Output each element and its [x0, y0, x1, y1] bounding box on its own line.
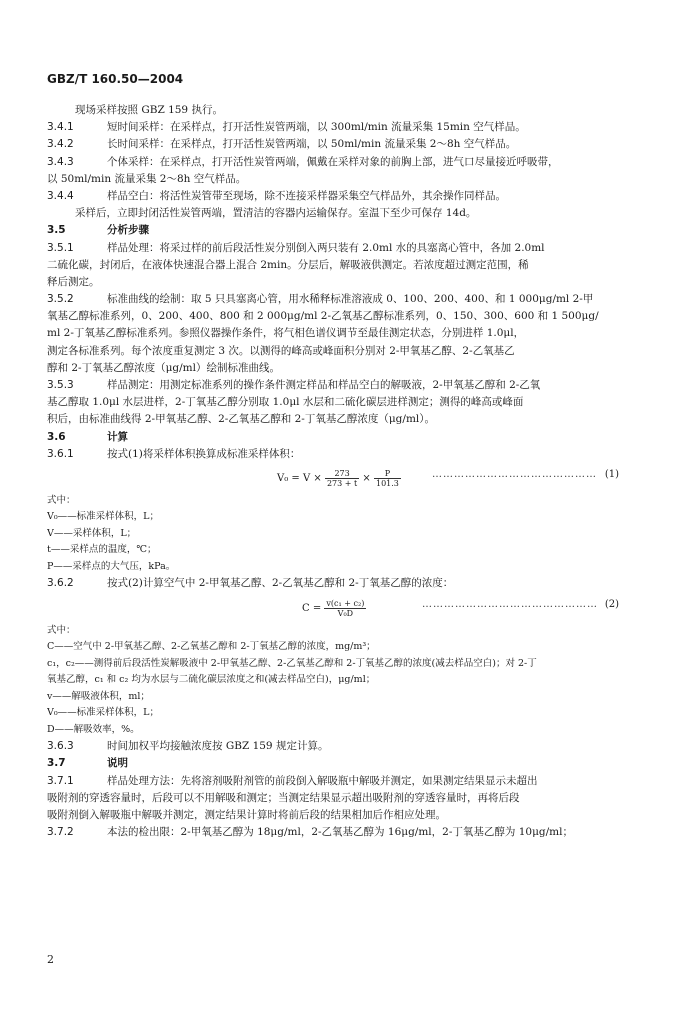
section-number: 3.4.1	[47, 121, 74, 134]
definition-item: c₁，c₂——测得前后段活性炭解吸液中 2-甲氧基乙醇、2-乙氧基乙醇和 2-丁氧基乙醇的浓度(减去样品空白)；对 2-丁	[47, 657, 537, 669]
text-line	[47, 325, 629, 342]
definitions-heading: 式中：	[47, 494, 76, 506]
definition-item: t——采样点的温度，℃；	[47, 544, 157, 556]
definition-item: 氧基乙醇，c₁ 和 c₂ 均为水层与二硫化碳层浓度之和(减去样品空白)，μg/ml；	[47, 674, 376, 686]
text-line	[47, 738, 629, 755]
text-line	[47, 308, 629, 325]
definition-item: V₀——标准采样体积，L；	[47, 707, 159, 719]
text-line	[47, 360, 629, 377]
line-text: 个体采样：在采样点，打开活性炭管两端，佩戴在采样对象的前胸上部，进气口尽量接近呼吸带，	[107, 155, 559, 168]
formula-1-lhs: V₀ = V ×	[277, 472, 322, 484]
line-text: 计算	[107, 430, 128, 443]
text-block-1	[47, 102, 629, 463]
line-text: 采样后，立即封闭活性炭管两端，置清洁的容器内运输保存。室温下至少可保存 14d。	[75, 207, 477, 220]
fraction-denominator: 101.3	[375, 478, 399, 488]
text-line	[47, 790, 629, 807]
line-text: 短时间采样：在采样点，打开活性炭管两端，以 300ml/min 流量采集 15min 空气样品。	[107, 121, 526, 134]
line-text: 积后，由标准曲线得 2-甲氧基乙醇、2-乙氧基乙醇和 2-丁氧基乙醇浓度（μg/ml）。	[47, 413, 436, 426]
text-line	[47, 257, 629, 274]
definitions-heading: 式中：	[47, 624, 76, 636]
document-header: GBZ/T 160.50—2004	[47, 72, 184, 86]
text-line	[47, 429, 629, 446]
section-number: 3.6.2	[47, 577, 74, 590]
text-line	[47, 171, 629, 188]
formula-1-leader: ………………………………………	[432, 468, 597, 480]
section-number: 3.5.3	[47, 379, 74, 391]
text-line	[47, 394, 629, 411]
section-number: 3.7.2	[47, 826, 74, 839]
text-line	[47, 773, 629, 790]
text-line	[47, 136, 629, 153]
line-text: 样品处理：将采过样的前后段活性炭分别倒入两只装有 2.0ml 水的具塞离心管中，各加 2.0ml	[107, 241, 545, 254]
line-text: 标准曲线的绘制：取 5 只具塞离心管，用水稀释标准溶液成 0、100、200、400、和 1 000μg/ml 2-甲	[107, 293, 594, 306]
line-text: 样品测定：用测定标准系列的操作条件测定样品和样品空白的解吸液，2-甲氧基乙醇和 2-乙氧	[107, 379, 541, 391]
formula-1-expression	[277, 469, 401, 488]
formula-2-lhs: C =	[302, 602, 322, 614]
text-line	[47, 188, 629, 205]
text-line	[47, 807, 629, 824]
section-number: 3.6	[47, 430, 66, 443]
page-number: 2	[47, 953, 54, 966]
fraction-numerator: P	[374, 469, 401, 479]
section-text: 按式(2)计算空气中 2-甲氧基乙醇、2-乙氧基乙醇和 2-丁氧基乙醇的浓度：	[107, 577, 454, 590]
line-text: 吸附剂倒入解吸瓶中解吸并测定，测定结果计算时将前后段的结果相加后作相应处理。	[47, 808, 446, 821]
formula-2-definitions	[47, 623, 629, 739]
section-number: 3.4.3	[47, 155, 74, 168]
line-text: 分析步骤	[107, 224, 149, 237]
formula-1-definitions	[47, 493, 629, 576]
line-text: 现场采样按照 GBZ 159 执行。	[75, 104, 223, 116]
section-number: 3.7	[47, 757, 66, 770]
formula-2-leader: …………………………………………	[422, 598, 598, 610]
section-number: 3.5.1	[47, 241, 74, 254]
text-line	[47, 824, 629, 841]
text-line	[47, 411, 629, 428]
line-text: 吸附剂的穿透容量时，后段可以不用解吸和测定；当测定结果显示超出吸附剂的穿透容量时，再将后段	[47, 791, 520, 804]
section-3-6-2	[47, 575, 629, 592]
line-text: ml 2-丁氧基乙醇标准系列。参照仪器操作条件，将气相色谱仪调节至最佳测定状态，分别进样 1.0μl，	[47, 327, 525, 340]
formula-2-fraction	[324, 599, 366, 618]
line-text: 醇和 2-丁氧基乙醇浓度（μg/ml）绘制标准曲线。	[47, 361, 280, 374]
line-text: 时间加权平均接触浓度按 GBZ 159 规定计算。	[107, 740, 329, 753]
formula-1-fraction-b	[374, 469, 401, 488]
formula-2-number: (2)	[604, 598, 619, 610]
formula-1	[47, 463, 629, 493]
text-line	[47, 446, 629, 463]
line-text: 本法的检出限：2-甲氧基乙醇为 18μg/ml，2-乙氧基乙醇为 16μg/ml，2-丁氧基乙醇为 10μg/ml；	[107, 826, 573, 839]
line-text: 长时间采样：在采样点，打开活性炭管两端，以 50ml/min 流量采集 2～8h 空气样品。	[107, 138, 517, 151]
definition-item: v——解吸液体积，ml；	[47, 690, 150, 702]
line-text: 以 50ml/min 流量采集 2～8h 空气样品。	[47, 172, 247, 185]
section-number: 3.7.1	[47, 774, 74, 787]
section-number: 3.4.2	[47, 138, 74, 151]
text-line	[47, 377, 629, 394]
formula-1-number: (1)	[604, 468, 619, 480]
definition-item: V₀——标准采样体积，L；	[47, 511, 159, 523]
document-body	[47, 102, 629, 841]
text-line	[47, 755, 629, 772]
line-text: 样品处理方法：先将溶剂吸附剂管的前段倒入解吸瓶中解吸并测定，如果测定结果显示未超出	[107, 774, 538, 787]
definition-item: C——空气中 2-甲氧基乙醇、2-乙氧基乙醇和 2-丁氧基乙醇的浓度，mg/m³；	[47, 641, 376, 653]
definition-item: D——解吸效率，%。	[47, 723, 140, 735]
section-number: 3.6.1	[47, 447, 74, 460]
fraction-numerator: v(c₁ + c₂)	[326, 598, 365, 608]
fraction-numerator: 273	[325, 469, 359, 479]
section-number: 3.5	[47, 224, 66, 237]
line-text: 样品空白：将活性炭管带至现场，除不连接采样器采集空气样品外，其余操作同样品。	[107, 189, 506, 202]
definition-item: V——采样体积，L；	[47, 527, 137, 539]
line-text: 二硫化碳，封闭后，在液体快速混合器上混合 2min。分层后，解吸液供测定。若浓度超过测定范围，稀	[47, 258, 529, 271]
line-text: 测定各标准系列。每个浓度重复测定 3 次。以测得的峰高或峰面积分别对 2-甲氧基乙醇、2-乙氧基乙	[47, 344, 515, 357]
text-line	[47, 102, 629, 119]
formula-1-times: ×	[362, 472, 371, 484]
definition-item: P——采样点的大气压，kPa。	[47, 560, 176, 572]
formula-2-expression	[302, 599, 366, 618]
section-number: 3.4.4	[47, 189, 74, 202]
line-text: 说明	[107, 757, 128, 770]
text-line	[47, 154, 629, 171]
text-line	[47, 222, 629, 239]
text-line	[47, 119, 629, 136]
fraction-denominator: V₀D	[337, 608, 354, 618]
line-text: 氧基乙醇标准系列，0、200、400、800 和 2 000μg/ml 2-乙氧基乙醇标准系列，0、150、300、600 和 1 500μg/	[47, 310, 599, 323]
text-line	[47, 205, 629, 222]
text-line	[47, 274, 629, 291]
line-text: 基乙醇取 1.0μl 水层进样，2-丁氧基乙醇分别取 1.0μl 水层和二硫化碳层进样测定；测得的峰高或峰面	[47, 396, 524, 409]
text-line	[47, 343, 629, 360]
text-line	[47, 240, 629, 257]
text-line	[47, 291, 629, 308]
text-block-2	[47, 738, 629, 841]
line-text: 按式(1)将采样体积换算成标准采样体积：	[107, 447, 301, 460]
section-number: 3.5.2	[47, 293, 74, 306]
formula-2	[47, 593, 629, 623]
formula-1-fraction-a	[325, 469, 359, 488]
fraction-denominator: 273 + t	[326, 478, 358, 488]
line-text: 释后测定。	[47, 275, 100, 288]
section-number: 3.6.3	[47, 740, 74, 753]
